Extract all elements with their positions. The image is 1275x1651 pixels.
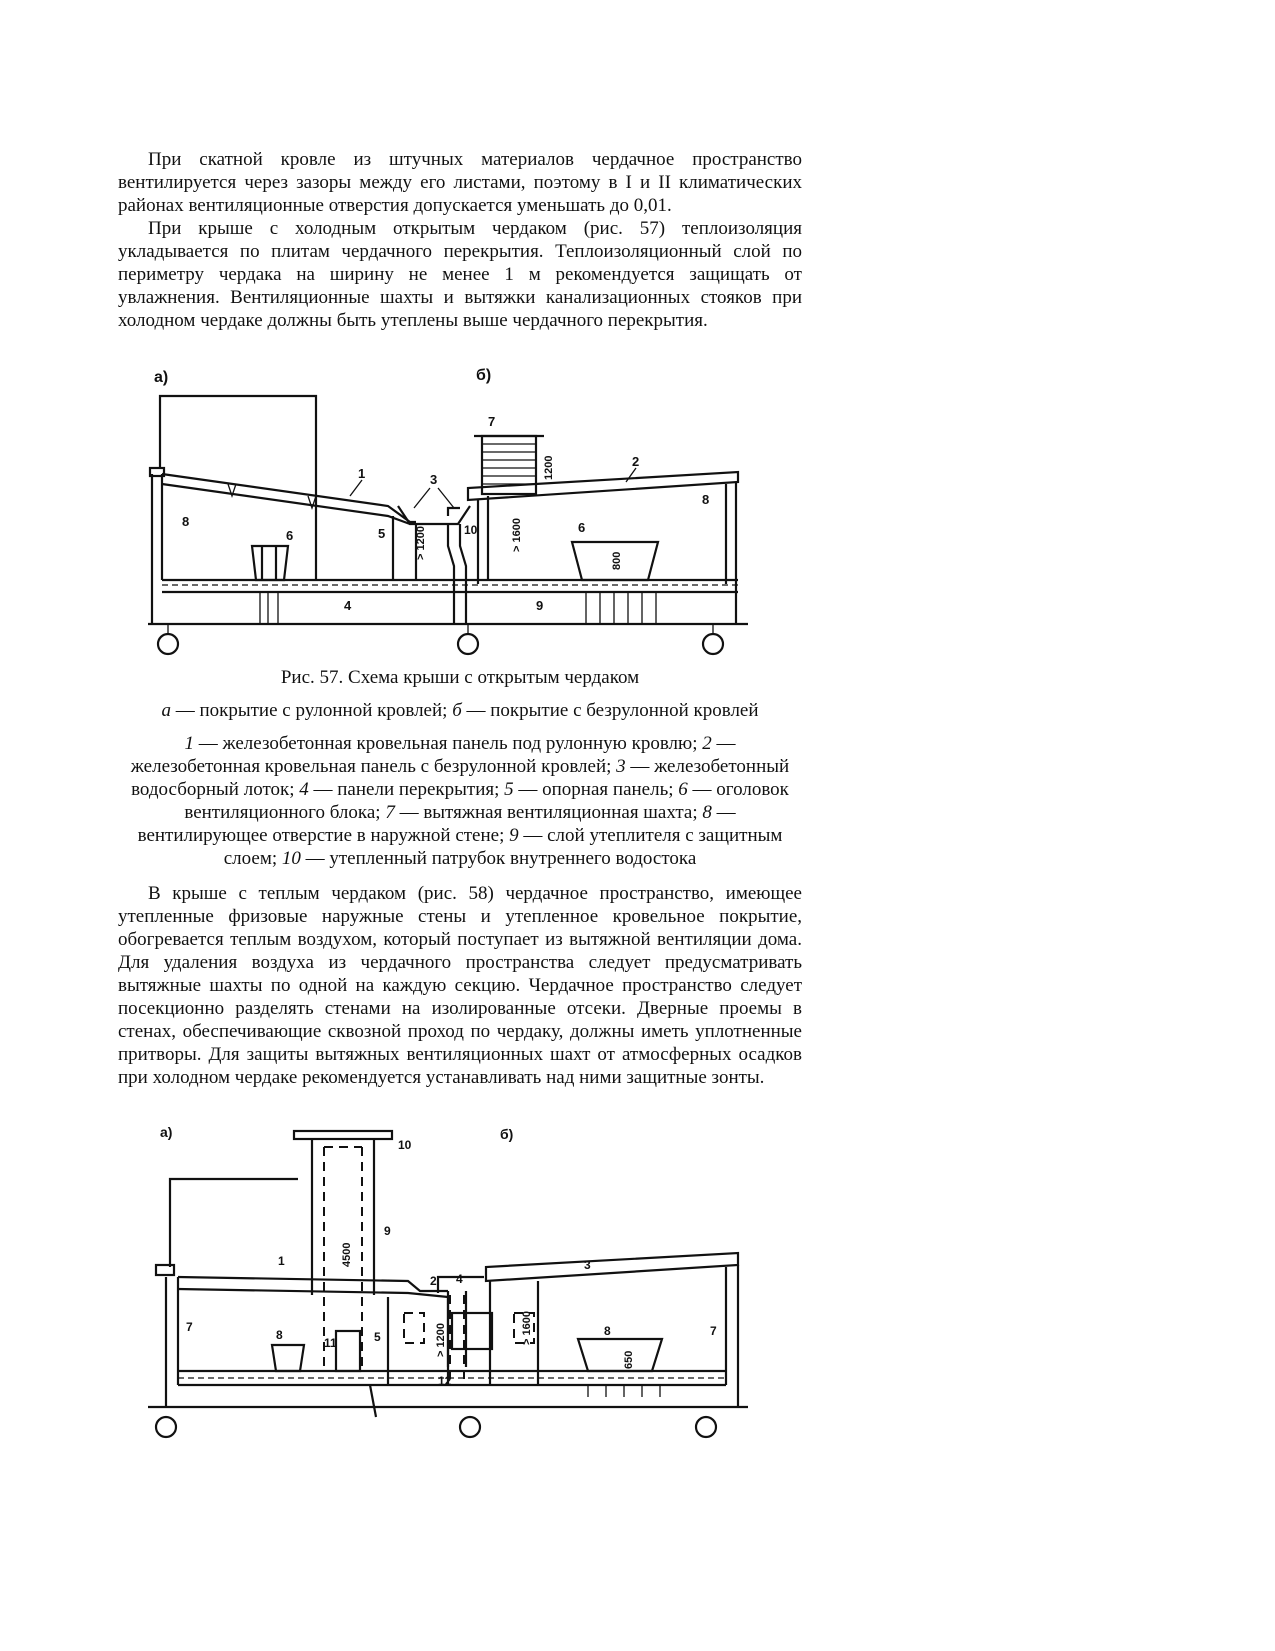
svg-text:1200: 1200 <box>543 455 555 480</box>
figure-57-subcaption: а — покрытие с рулонной кровлей; б — покрытие с безрулонной кровлей <box>161 700 759 721</box>
figure-57-drawing <box>148 356 768 656</box>
svg-text:2: 2 <box>430 1274 437 1288</box>
document-page <box>118 148 802 1447</box>
svg-text:3: 3 <box>430 472 438 487</box>
svg-text:2: 2 <box>632 454 640 469</box>
svg-text:4: 4 <box>456 1272 463 1286</box>
paragraph-cold-attic: При крыше с холодным открытым чердаком (рис. 57) теплоизоляция укладывается по плитам чердачного перекрытия. Теплоизоляционный слой по периметру чердака на ширину не менее 1 м рекомендуется защищать от увлажнения. Вентиляционные шахты и вытяжки канализационных стояков при холодном чердаке должны быть утеплены выше чердачного перекрытия. <box>118 218 802 331</box>
svg-text:4500: 4500 <box>341 1242 353 1267</box>
svg-text:> 1200: > 1200 <box>415 526 427 560</box>
svg-text:650: 650 <box>623 1350 635 1369</box>
svg-text:800: 800 <box>611 551 623 570</box>
svg-text:1: 1 <box>278 1254 285 1268</box>
fig58-label-b: б) <box>500 1126 514 1142</box>
svg-text:8: 8 <box>702 492 710 507</box>
figure-57-legend: 1 — железобетонная кровельная панель под рулонную кровлю; 2 — железобетонная кровельная панель с безрулонной кровлей; 3 — железобетонный водосборный лоток; 4 — панели перекрытия; 5 — опорная панель; 6 — оголовок вентиляционного блока; 7 — вытяжная вентиляционная шахта; 8 — вентилирующее отверстие в наружной стене; 9 — слой утеплителя с защитным слоем; 10 — утепленный патрубок внутреннего водостока <box>130 733 790 869</box>
svg-text:9: 9 <box>384 1224 391 1238</box>
paragraph-pitched-roof: При скатной кровле из штучных материалов чердачное пространство вентилируется через зазоры между его листами, поэтому в I и II климатических районах вентиляционные отверстия допускается уменьшать до 0,01. <box>118 149 802 216</box>
fig58-label-a: а) <box>160 1124 173 1140</box>
fig57-label-b: б) <box>476 367 492 384</box>
svg-text:1: 1 <box>358 466 366 481</box>
svg-text:> 1600: > 1600 <box>511 518 523 552</box>
svg-text:12: 12 <box>438 1374 452 1388</box>
svg-text:4: 4 <box>344 598 352 613</box>
svg-text:> 1200: > 1200 <box>435 1323 447 1357</box>
figure-57-caption: Рис. 57. Схема крыши с открытым чердаком <box>280 667 640 688</box>
svg-text:5: 5 <box>374 1330 381 1344</box>
svg-text:6: 6 <box>578 520 586 535</box>
paragraph-warm-attic: В крыше с теплым чердаком (рис. 58) чердачное пространство, имеющее утепленные фризовые наружные стены и утепленное кровельное покрытие, обогревается теплым воздухом, который поступает из вытяжной вентиляции дома. Для удаления воздуха из чердачного пространства следует предусматривать вытяжные шахты по одной на каждую секцию. Чердачное пространство следует посекционно разделять стенами на изолированные отсеки. Дверные проемы в стенах, обеспечивающие сквозной проход по чердаку, должны иметь уплотненные притворы. Для защиты вытяжных вентиляционных шахт от атмосферных осадков при холодном чердаке рекомендуется устанавливать над ними защитные зонты. <box>118 883 802 1088</box>
svg-text:11: 11 <box>324 1336 337 1350</box>
svg-text:9: 9 <box>536 598 544 613</box>
svg-text:7: 7 <box>710 1324 717 1338</box>
svg-text:6: 6 <box>286 528 294 543</box>
svg-text:8: 8 <box>182 514 190 529</box>
figure-58-drawing <box>148 1117 768 1447</box>
svg-text:> 1600: > 1600 <box>521 1311 533 1345</box>
svg-text:8: 8 <box>604 1324 611 1338</box>
svg-text:8: 8 <box>276 1328 283 1342</box>
svg-text:7: 7 <box>186 1320 193 1334</box>
svg-text:10: 10 <box>464 523 478 537</box>
svg-text:3: 3 <box>584 1258 591 1272</box>
svg-text:5: 5 <box>378 526 386 541</box>
svg-text:7: 7 <box>488 414 496 429</box>
svg-text:10: 10 <box>398 1138 412 1152</box>
fig57-label-a: а) <box>154 369 169 386</box>
